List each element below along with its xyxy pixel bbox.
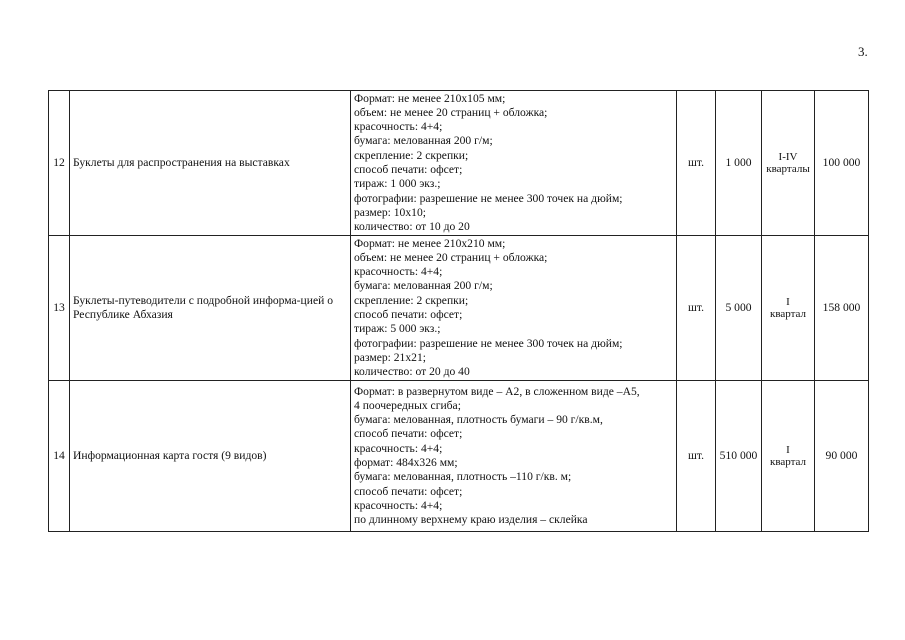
- item-specification: [351, 381, 677, 532]
- quantity: 1 000: [716, 91, 762, 236]
- item-name: Информационная карта гостя (9 видов): [70, 381, 351, 532]
- spec-line: бумага: мелованная, плотность –110 г/кв. м;: [354, 470, 572, 484]
- spec-line: фотографии: разрешение не менее 300 точек на дюйм;: [354, 336, 623, 350]
- item-name: Буклеты для распространения на выставках: [70, 91, 351, 236]
- period-unit: квартал: [769, 308, 807, 320]
- delivery-period: [762, 91, 815, 236]
- unit-of-measure: шт.: [677, 381, 716, 532]
- period-range: I: [786, 295, 790, 308]
- spec-line: бумага: мелованная 200 г/м;: [354, 279, 493, 293]
- unit-of-measure: шт.: [677, 236, 716, 381]
- period-range: I-IV: [778, 150, 798, 163]
- quantity: 510 000: [716, 381, 762, 532]
- spec-line: бумага: мелованная 200 г/м;: [354, 134, 493, 148]
- row-number: 13: [49, 236, 70, 381]
- spec-line: объем: не менее 20 страниц + обложка;: [354, 250, 548, 264]
- row-number: 14: [49, 381, 70, 532]
- spec-line: скрепление: 2 скрепки;: [354, 293, 469, 307]
- spec-line: 4 поочередных сгиба;: [354, 398, 461, 412]
- spec-line: количество: от 10 до 20: [354, 220, 470, 234]
- spec-line: красочность: 4+4;: [354, 498, 443, 512]
- delivery-period: [762, 381, 815, 532]
- spec-line: красочность: 4+4;: [354, 265, 443, 279]
- cost: 100 000: [815, 91, 869, 236]
- table-row: [49, 236, 869, 381]
- quantity: 5 000: [716, 236, 762, 381]
- cost: 158 000: [815, 236, 869, 381]
- delivery-period: [762, 236, 815, 381]
- spec-line: фотографии: разрешение не менее 300 точек на дюйм;: [354, 191, 623, 205]
- spec-line: способ печати: офсет;: [354, 484, 463, 498]
- table-row: [49, 91, 869, 236]
- spec-line: способ печати: офсет;: [354, 427, 463, 441]
- spec-line: способ печати: офсет;: [354, 308, 463, 321]
- spec-line: Формат: в развернутом виде – А2, в сложенном виде –А5,: [354, 384, 640, 398]
- spec-line: скрепление: 2 скрепки;: [354, 148, 469, 162]
- spec-line: объем: не менее 20 страниц + обложка;: [354, 105, 548, 119]
- spec-line: формат: 484x326 мм;: [354, 456, 458, 469]
- period-unit: квартал: [769, 456, 807, 468]
- item-name: Буклеты-путеводители с подробной информа-цией о Республике Абхазия: [70, 236, 351, 381]
- page-number: 3.: [858, 44, 868, 59]
- period-range: I: [786, 443, 790, 456]
- spec-line: красочность: 4+4;: [354, 120, 443, 134]
- table-row: [49, 381, 869, 532]
- spec-line: Формат: не менее 210x105 мм;: [354, 91, 506, 105]
- spec-line: Формат: не менее 210x210 мм;: [354, 236, 506, 250]
- spec-line: размер: 10x10;: [354, 205, 426, 219]
- spec-line: красочность: 4+4;: [354, 441, 443, 455]
- spec-line: бумага: мелованная, плотность бумаги – 90 г/кв.м,: [354, 413, 603, 427]
- table-body: [49, 91, 869, 532]
- spec-line: размер: 21x21;: [354, 350, 426, 364]
- item-specification: [351, 236, 677, 381]
- spec-line: тираж: 1 000 экз.;: [354, 177, 441, 191]
- period-unit: кварталы: [766, 163, 810, 175]
- spec-line: по длинному верхнему краю изделия – склейка: [354, 513, 588, 527]
- row-number: 12: [49, 91, 70, 236]
- spec-line: тираж: 5 000 экз.;: [354, 322, 441, 336]
- cost: 90 000: [815, 381, 869, 532]
- spec-line: количество: от 20 до 40: [354, 365, 470, 379]
- unit-of-measure: шт.: [677, 91, 716, 236]
- item-specification: [351, 91, 677, 236]
- specification-table: [48, 90, 869, 532]
- spec-line: способ печати: офсет;: [354, 163, 463, 176]
